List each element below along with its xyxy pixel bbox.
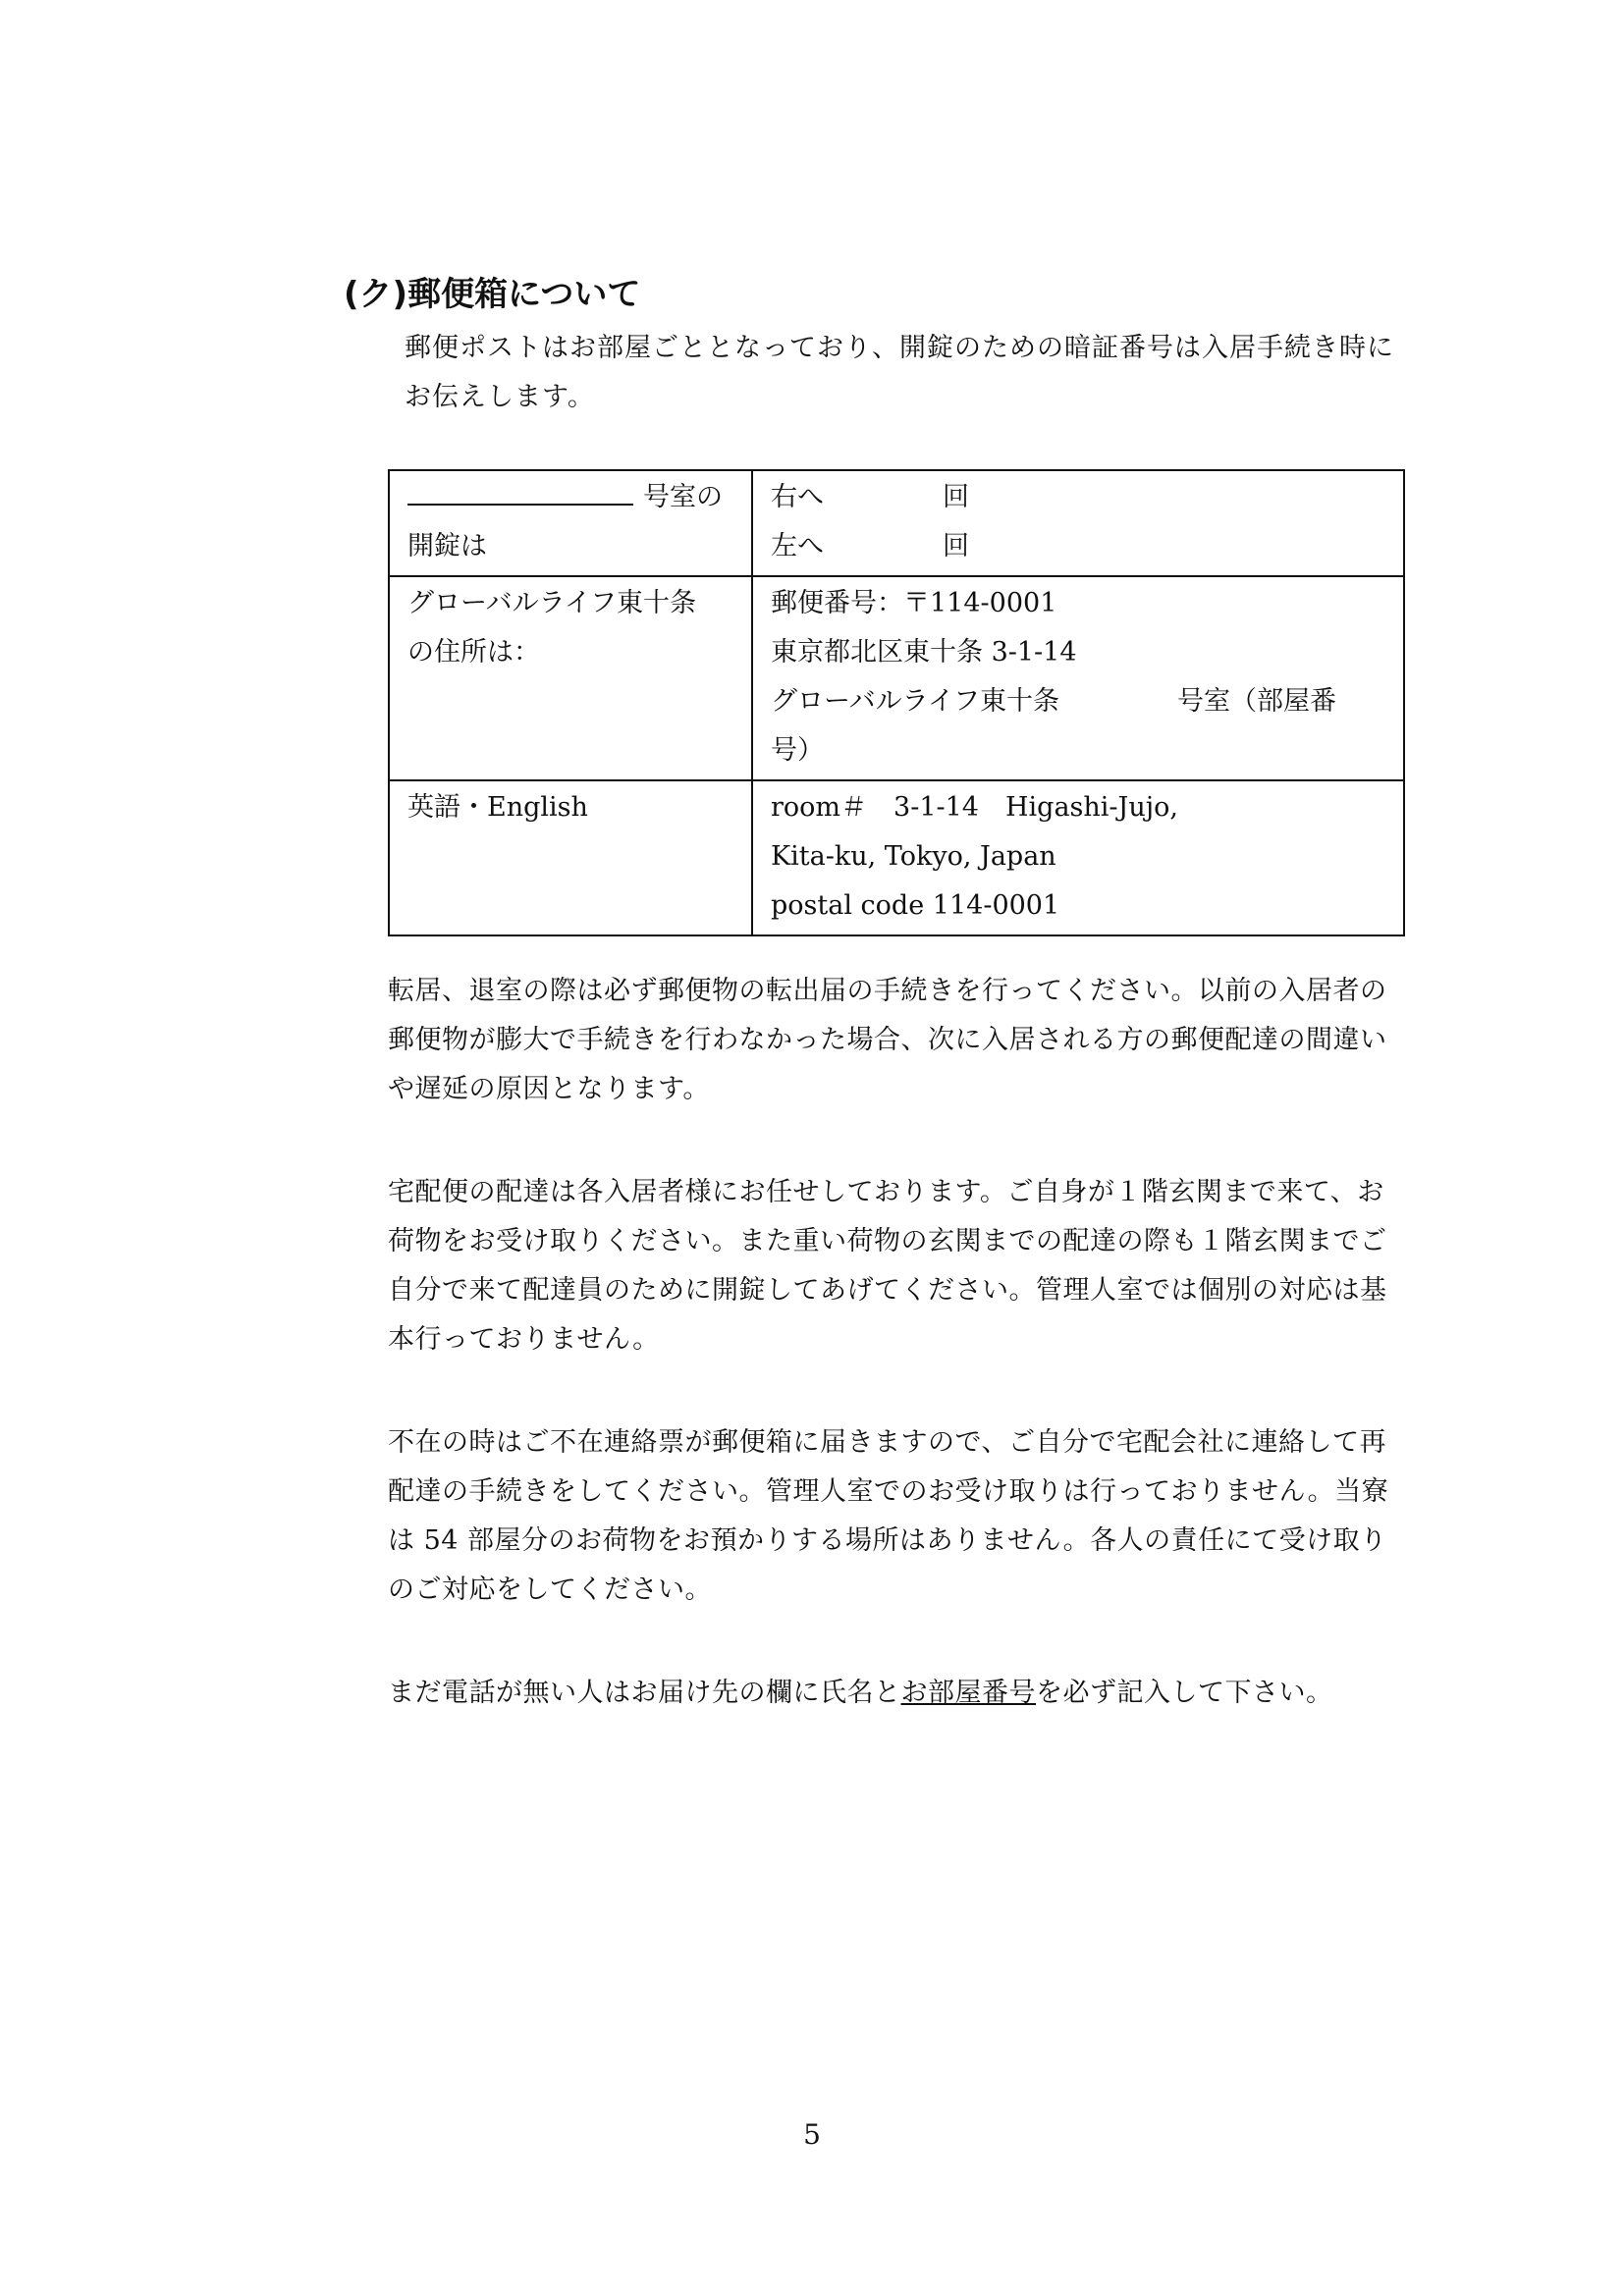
building-room-line <box>771 677 1385 726</box>
absence-notice-paragraph: 不在の時はご不在連絡票が郵便箱に届きますので、ご自分で宅配会社に連絡して再配達の手続きをしてください。管理人室でのお受け取りは行っておりません。当寮は 54 部屋分のお荷物をお預かりする場所はありません。各人の責任にて受け取りのご対応をしてください。 <box>388 1427 1389 1605</box>
english-address-line1: room＃ 3-1-14 Higashi-Jujo, <box>771 792 1178 823</box>
unlock-instructions-cell <box>752 470 1404 576</box>
english-label-text: 英語・English <box>407 792 588 823</box>
english-label-cell <box>389 780 752 935</box>
intro-paragraph: 郵便ポストはお部屋ごととなっており、開錠のための暗証番号は入居手続き時にお伝えします。 <box>405 333 1394 412</box>
turn-left-unit: 回 <box>943 531 969 561</box>
turn-right-line <box>771 473 1385 522</box>
room-number-text: 号室（部屋番 <box>1177 686 1337 717</box>
building-name-text: グローバルライフ東十条 <box>771 686 1060 717</box>
unlock-row <box>389 470 1404 576</box>
room-suffix-text: 号室の <box>643 482 723 512</box>
turn-left-label: 左へ <box>771 531 824 561</box>
unlock-label-cell <box>389 470 752 576</box>
turn-left-line <box>771 522 1385 571</box>
address-row <box>389 576 1404 780</box>
english-address-row <box>389 780 1404 935</box>
address-label-line2: の住所は： <box>407 637 540 667</box>
room-number-text-cont: 号） <box>771 735 824 766</box>
english-address-cell <box>752 780 1404 935</box>
page-number: 5 <box>803 2118 821 2151</box>
unlock-label-text: 開錠は <box>407 531 487 561</box>
room-number-notice-after: を必ず記入して下さい。 <box>1036 1678 1333 1708</box>
turn-right-label: 右へ <box>771 482 824 512</box>
address-label-line1: グローバルライフ東十条 <box>407 588 697 618</box>
parcel-delivery-paragraph: 宅配便の配達は各入居者様にお任せしております。ご自身が１階玄関まで来て、お荷物をお受け取りください。また重い荷物の玄関までの配達の際も１階玄関までご自分で来て配達員のために開錠してあげてください。管理人室では個別の対応は基本行っておりません。 <box>388 1177 1387 1355</box>
street-address-text: 東京都北区東十条 3-1-14 <box>771 637 1077 667</box>
room-number-notice-underlined: お部屋番号 <box>900 1678 1036 1708</box>
english-address-line3: postal code 114-0001 <box>771 890 1060 921</box>
section-heading: (ク)郵便箱について <box>344 275 641 314</box>
room-number-blank <box>407 478 633 506</box>
moving-notice-paragraph: 転居、退室の際は必ず郵便物の転出届の手続きを行ってください。以前の入居者の郵便物が膨大で手続きを行わなかった場合、次に入居される方の郵便配達の間違いや遅延の原因となります。 <box>388 976 1387 1104</box>
postal-code-text: 郵便番号：〒114-0001 <box>771 588 1057 618</box>
mailbox-info-table <box>388 469 1405 936</box>
room-number-notice-paragraph <box>388 1669 1405 1718</box>
address-value-cell <box>752 576 1404 780</box>
room-number-line <box>407 473 733 522</box>
address-label-cell <box>389 576 752 780</box>
english-address-line2: Kita-ku, Tokyo, Japan <box>771 841 1056 872</box>
turn-right-unit: 回 <box>943 482 969 512</box>
room-number-notice-before: まだ電話が無い人はお届け先の欄に氏名と <box>388 1678 901 1708</box>
